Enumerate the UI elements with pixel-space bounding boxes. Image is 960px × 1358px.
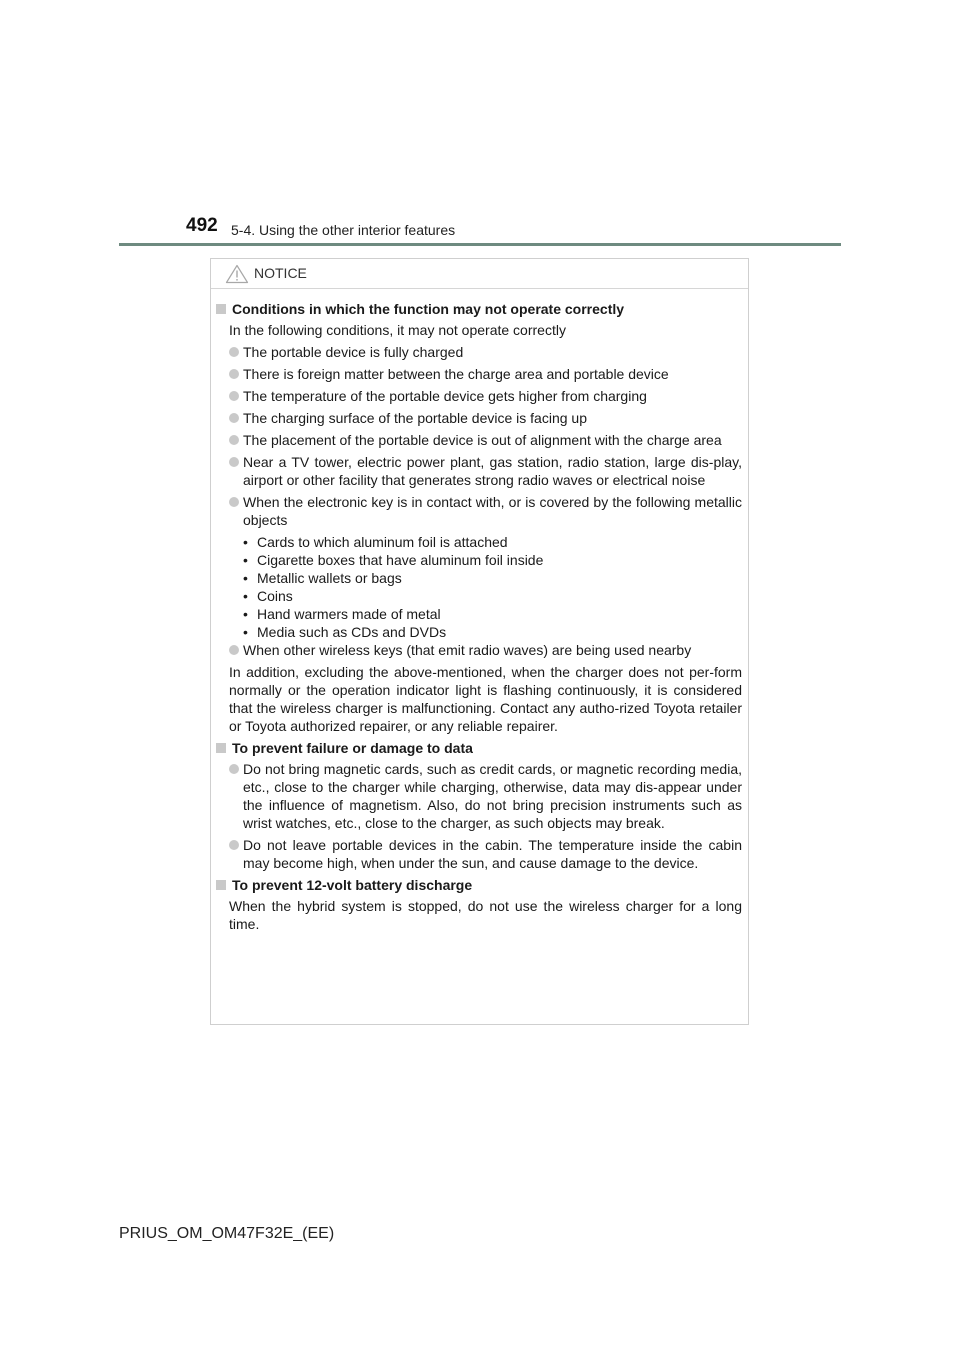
sub-list-item: • Cigarette boxes that have aluminum foil inside [243,551,742,569]
section-heading: Conditions in which the function may not operate correctly [216,300,742,318]
list-item: When the electronic key is in contact with, or is covered by the following metallic objects [216,493,742,529]
page-number: 492 [186,215,218,236]
list-item: When other wireless keys (that emit radio waves) are being used nearby [216,641,742,659]
list-item: The temperature of the portable device gets higher from charging [216,387,742,405]
section-heading: To prevent 12-volt battery discharge [216,876,742,894]
battery-text: When the hybrid system is stopped, do not use the wireless charger for a long time. [229,898,742,932]
square-bullet-icon [216,743,226,753]
square-bullet-icon [216,880,226,890]
circle-bullet-icon [229,645,239,655]
intro-text: In the following conditions, it may not operate correctly [229,322,566,338]
document-code: PRIUS_OM_OM47F32E_(EE) [119,1225,335,1242]
circle-bullet-icon [229,391,239,401]
notice-body [211,289,748,933]
list-item: Do not leave portable devices in the cabin. The temperature inside the cabin may become high, when under the sun, and cause damage to the device. [216,836,742,872]
list-item: The placement of the portable device is out of alignment with the charge area [216,431,742,449]
circle-bullet-icon [229,347,239,357]
sub-list-item: • Media such as CDs and DVDs [243,623,742,641]
sub-list-item: • Hand warmers made of metal [243,605,742,623]
sub-list-item: • Coins [243,587,742,605]
closing-text: In addition, excluding the above-mentioned, when the charger does not per-form normally or the operation indicator light is flashing continuously, it is considered that the wireless charger is malfunctioning. Contact any autho-rized Toyota retailer or Toyota authorized repairer, or any reliable repairer. [229,664,742,734]
notice-label: NOTICE [254,265,307,281]
list-item: Near a TV tower, electric power plant, gas station, radio station, large dis-play, airport or other facility that generates strong radio waves or electrical noise [216,453,742,489]
circle-bullet-icon [229,497,239,507]
section-title: 5-4. Using the other interior features [231,222,456,238]
square-bullet-icon [216,304,226,314]
list-item: Do not bring magnetic cards, such as credit cards, or magnetic recording media, etc., close to the charger while charging, otherwise, data may dis-appear under the influence of magnetism. Also, do not bring precision instruments such as wrist watches, etc., close to the charger, as such objects may break. [216,760,742,832]
sub-list-item: • Cards to which aluminum foil is attached [243,533,742,551]
notice-box [210,258,749,1025]
circle-bullet-icon [229,435,239,445]
sub-list-item: • Metallic wallets or bags [243,569,742,587]
circle-bullet-icon [229,764,239,774]
circle-bullet-icon [229,840,239,850]
section-heading: To prevent failure or damage to data [216,739,742,757]
circle-bullet-icon [229,457,239,467]
circle-bullet-icon [229,413,239,423]
list-item: There is foreign matter between the charge area and portable device [216,365,742,383]
list-item: The portable device is fully charged [216,343,742,361]
circle-bullet-icon [229,369,239,379]
notice-header [211,259,748,289]
header-rule [119,243,841,246]
list-item: The charging surface of the portable device is facing up [216,409,742,427]
warning-triangle-icon [225,264,249,284]
metallic-objects-list [216,533,742,641]
